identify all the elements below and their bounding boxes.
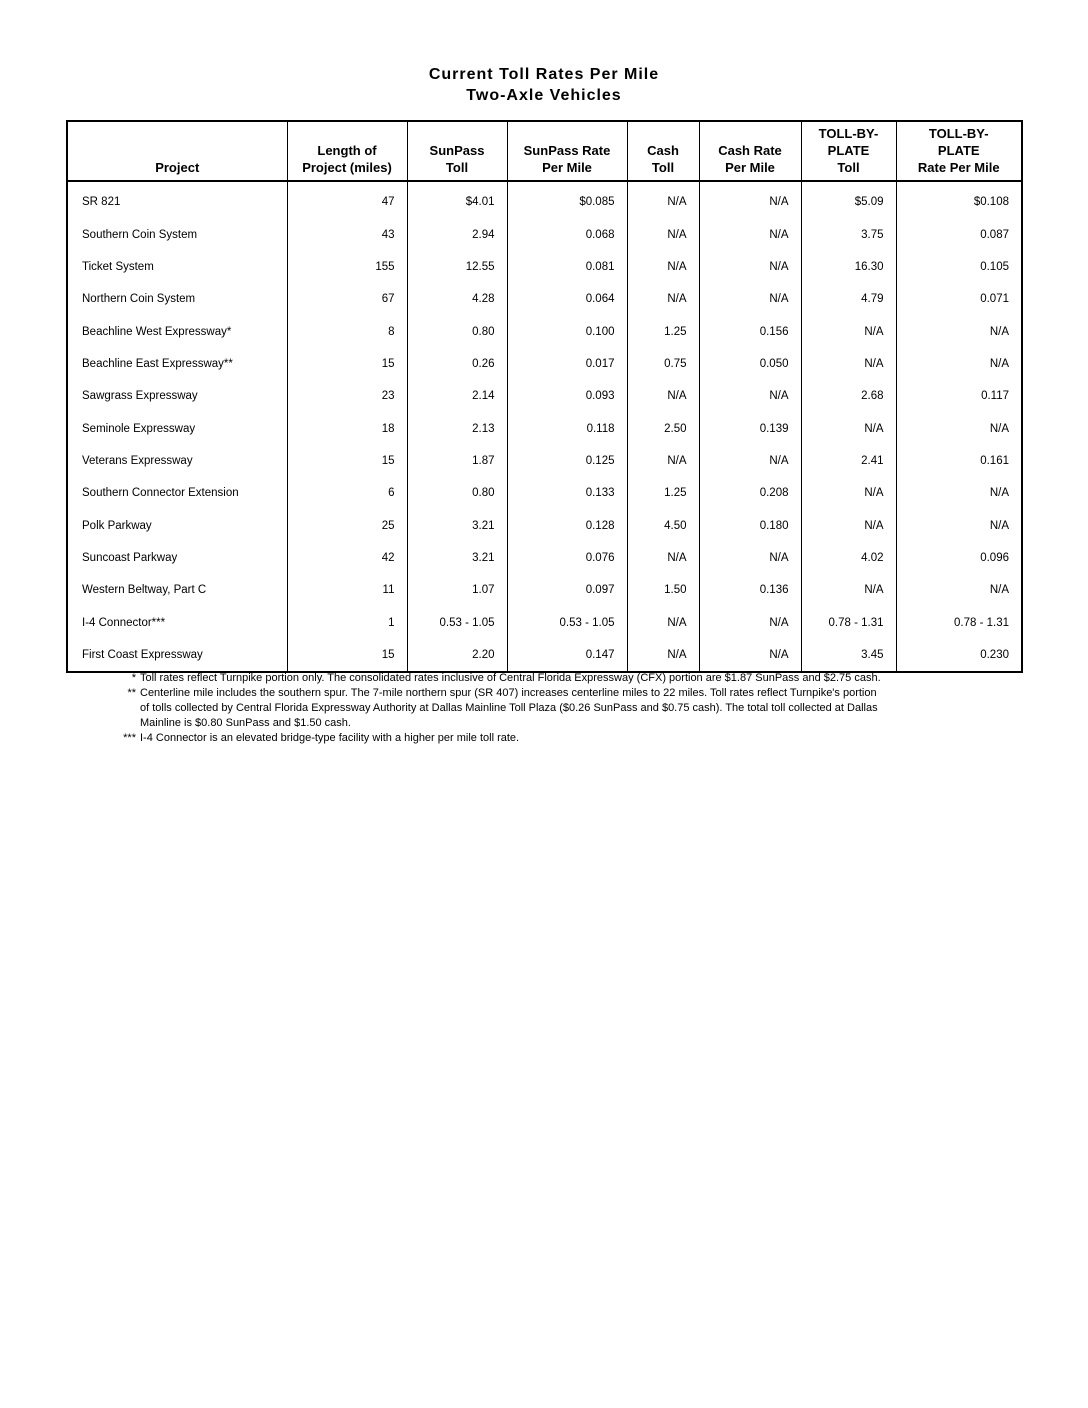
table-row bbox=[67, 606, 1022, 638]
title-line-2: Two-Axle Vehicles bbox=[466, 87, 622, 104]
table-cell: N/A bbox=[627, 639, 699, 672]
table-cell: 4.50 bbox=[627, 509, 699, 541]
table-cell: N/A bbox=[699, 542, 801, 574]
title-line-1: Current Toll Rates Per Mile bbox=[428, 66, 660, 83]
table-cell: N/A bbox=[801, 315, 896, 347]
project-name-cell: Western Beltway, Part C bbox=[67, 574, 287, 606]
table-cell: 0.096 bbox=[896, 542, 1022, 574]
footnote-line: Mainline is $0.80 SunPass and $1.50 cash. bbox=[140, 717, 351, 729]
table-cell: N/A bbox=[801, 574, 896, 606]
table-cell: 0.208 bbox=[699, 477, 801, 509]
table-cell: 0.156 bbox=[699, 315, 801, 347]
table-cell: 25 bbox=[287, 509, 407, 541]
table-cell: 47 bbox=[287, 181, 407, 218]
table-row bbox=[67, 251, 1022, 283]
table-cell: 0.017 bbox=[507, 348, 627, 380]
table-cell: 0.53 - 1.05 bbox=[507, 606, 627, 638]
project-name-cell: First Coast Expressway bbox=[67, 639, 287, 672]
project-name-cell: SR 821 bbox=[67, 181, 287, 218]
table-cell: 0.050 bbox=[699, 348, 801, 380]
table-cell: 0.80 bbox=[407, 477, 507, 509]
footnote-line: I-4 Connector is an elevated bridge-type facility with a higher per mile toll rate. bbox=[140, 732, 520, 744]
table-cell: 18 bbox=[287, 412, 407, 444]
table-cell: N/A bbox=[896, 477, 1022, 509]
table-cell: 2.13 bbox=[407, 412, 507, 444]
table-row bbox=[67, 218, 1022, 250]
footnote-text bbox=[140, 686, 1012, 731]
table-row bbox=[67, 412, 1022, 444]
table-cell: 4.79 bbox=[801, 283, 896, 315]
table-cell: 12.55 bbox=[407, 251, 507, 283]
table-row bbox=[67, 509, 1022, 541]
table-cell: N/A bbox=[699, 181, 801, 218]
footnote-text bbox=[140, 731, 1012, 746]
table-body bbox=[67, 181, 1022, 672]
table-cell: 1.25 bbox=[627, 477, 699, 509]
column-header-line: Rate Per Mile bbox=[917, 160, 1000, 175]
table-cell: N/A bbox=[801, 348, 896, 380]
table-cell: 0.093 bbox=[507, 380, 627, 412]
table-cell: 0.230 bbox=[896, 639, 1022, 672]
table-cell: 0.071 bbox=[896, 283, 1022, 315]
table-cell: 0.78 - 1.31 bbox=[801, 606, 896, 638]
table-cell: N/A bbox=[896, 574, 1022, 606]
table-cell: 4.28 bbox=[407, 283, 507, 315]
footnote-mark: * bbox=[131, 672, 136, 684]
column-header-line: Length of bbox=[317, 143, 377, 158]
table-cell: 0.128 bbox=[507, 509, 627, 541]
project-name-cell: Ticket System bbox=[67, 251, 287, 283]
project-name-cell: Polk Parkway bbox=[67, 509, 287, 541]
table-row bbox=[67, 181, 1022, 218]
column-header-line: PLATE bbox=[827, 143, 870, 158]
column-header-line: Per Mile bbox=[725, 160, 775, 175]
table-cell: 0.139 bbox=[699, 412, 801, 444]
footnote-text bbox=[140, 671, 1012, 686]
table-row bbox=[67, 639, 1022, 672]
table-row bbox=[67, 477, 1022, 509]
project-name-cell: Suncoast Parkway bbox=[67, 542, 287, 574]
table-cell: 3.21 bbox=[407, 542, 507, 574]
column-header-line: SunPass Rate bbox=[523, 143, 611, 158]
table-row bbox=[67, 574, 1022, 606]
table-cell: N/A bbox=[627, 380, 699, 412]
project-name-cell: Beachline East Expressway** bbox=[67, 348, 287, 380]
table-cell: 1 bbox=[287, 606, 407, 638]
table-cell: N/A bbox=[627, 445, 699, 477]
table-cell: 0.100 bbox=[507, 315, 627, 347]
table-cell: 2.50 bbox=[627, 412, 699, 444]
column-header-line: Toll bbox=[445, 160, 469, 175]
column-header-line: TOLL-BY- bbox=[818, 126, 879, 141]
table-row bbox=[67, 445, 1022, 477]
table-cell: 0.133 bbox=[507, 477, 627, 509]
column-header-line: Toll bbox=[651, 160, 675, 175]
project-name-cell: Northern Coin System bbox=[67, 283, 287, 315]
footnote-line: of tolls collected by Central Florida Expressway Authority at Dallas Mainline Toll Plaza ($0.26 SunPass and $0.75 cash). The total toll collected at Dallas bbox=[140, 702, 878, 714]
footnote-line: Centerline mile includes the southern spur. The 7-mile northern spur (SR 407) increases centerline miles to 22 miles. Toll rates reflect Turnpike's portion bbox=[140, 687, 877, 699]
footnotes bbox=[112, 671, 1012, 746]
table-cell: N/A bbox=[801, 412, 896, 444]
table-cell: 23 bbox=[287, 380, 407, 412]
table-cell: 0.53 - 1.05 bbox=[407, 606, 507, 638]
table-cell: N/A bbox=[896, 509, 1022, 541]
column-header bbox=[407, 121, 507, 181]
column-header-line: PLATE bbox=[937, 143, 980, 158]
table-cell: 6 bbox=[287, 477, 407, 509]
table-cell: 0.75 bbox=[627, 348, 699, 380]
table-cell: N/A bbox=[699, 639, 801, 672]
table-cell: N/A bbox=[699, 218, 801, 250]
toll-rates-table bbox=[66, 120, 1023, 673]
project-name-cell: Veterans Expressway bbox=[67, 445, 287, 477]
table-cell: N/A bbox=[627, 181, 699, 218]
table-cell: 0.161 bbox=[896, 445, 1022, 477]
column-header-line: Project (miles) bbox=[302, 160, 392, 175]
table-cell: N/A bbox=[896, 412, 1022, 444]
table-cell: 0.097 bbox=[507, 574, 627, 606]
table-cell: 0.26 bbox=[407, 348, 507, 380]
table-row bbox=[67, 315, 1022, 347]
table-row bbox=[67, 348, 1022, 380]
table-cell: 0.117 bbox=[896, 380, 1022, 412]
table-cell: 0.105 bbox=[896, 251, 1022, 283]
column-header-line: Project bbox=[155, 160, 200, 175]
table-cell: $0.085 bbox=[507, 181, 627, 218]
table-cell: N/A bbox=[699, 251, 801, 283]
table-cell: N/A bbox=[801, 509, 896, 541]
table-cell: N/A bbox=[699, 380, 801, 412]
table-cell: N/A bbox=[627, 251, 699, 283]
project-name-cell: Seminole Expressway bbox=[67, 412, 287, 444]
table-cell: N/A bbox=[896, 315, 1022, 347]
column-header-line: SunPass bbox=[429, 143, 485, 158]
table-cell: 11 bbox=[287, 574, 407, 606]
table-row bbox=[67, 283, 1022, 315]
table-cell: N/A bbox=[699, 606, 801, 638]
table-cell: 0.081 bbox=[507, 251, 627, 283]
table-cell: 0.147 bbox=[507, 639, 627, 672]
table-cell: 0.180 bbox=[699, 509, 801, 541]
column-header-line: Toll bbox=[837, 160, 860, 175]
table-cell: 2.94 bbox=[407, 218, 507, 250]
column-header-line: Cash bbox=[647, 143, 679, 158]
page-title bbox=[0, 64, 1088, 106]
table-cell: 2.20 bbox=[407, 639, 507, 672]
column-header bbox=[699, 121, 801, 181]
table-cell: 1.07 bbox=[407, 574, 507, 606]
table-cell: N/A bbox=[627, 283, 699, 315]
table-row bbox=[67, 542, 1022, 574]
table-cell: 15 bbox=[287, 445, 407, 477]
project-name-cell: Southern Connector Extension bbox=[67, 477, 287, 509]
table-cell: 15 bbox=[287, 348, 407, 380]
table-cell: 1.25 bbox=[627, 315, 699, 347]
table-cell: N/A bbox=[801, 477, 896, 509]
table-cell: $5.09 bbox=[801, 181, 896, 218]
table-cell: 15 bbox=[287, 639, 407, 672]
table-cell: N/A bbox=[627, 606, 699, 638]
column-header bbox=[801, 121, 896, 181]
footnote-mark: ** bbox=[127, 687, 136, 699]
table-cell: N/A bbox=[699, 445, 801, 477]
table-cell: 0.076 bbox=[507, 542, 627, 574]
table-cell: N/A bbox=[699, 283, 801, 315]
column-header bbox=[507, 121, 627, 181]
footnote-line: Toll rates reflect Turnpike portion only. The consolidated rates inclusive of Central Florida Expressway (CFX) portion are $1.87 SunPass and $2.75 cash. bbox=[140, 672, 881, 684]
table-cell: 0.064 bbox=[507, 283, 627, 315]
table-cell: 0.068 bbox=[507, 218, 627, 250]
table-cell: $4.01 bbox=[407, 181, 507, 218]
project-name-cell: Beachline West Expressway* bbox=[67, 315, 287, 347]
column-header bbox=[627, 121, 699, 181]
table-cell: 42 bbox=[287, 542, 407, 574]
table-cell: N/A bbox=[896, 348, 1022, 380]
column-header bbox=[287, 121, 407, 181]
table-cell: 0.78 - 1.31 bbox=[896, 606, 1022, 638]
table-cell: 67 bbox=[287, 283, 407, 315]
column-header bbox=[67, 121, 287, 181]
table-cell: 2.14 bbox=[407, 380, 507, 412]
column-header-line: TOLL-BY- bbox=[928, 126, 989, 141]
table-header-row bbox=[67, 121, 1022, 181]
project-name-cell: I-4 Connector*** bbox=[67, 606, 287, 638]
footnote bbox=[112, 671, 1012, 686]
column-header bbox=[896, 121, 1022, 181]
table-cell: 155 bbox=[287, 251, 407, 283]
table-cell: 3.75 bbox=[801, 218, 896, 250]
table-cell: 0.118 bbox=[507, 412, 627, 444]
table-cell: 2.68 bbox=[801, 380, 896, 412]
footnote-mark: *** bbox=[123, 732, 136, 744]
table-cell: 2.41 bbox=[801, 445, 896, 477]
table-cell: 0.80 bbox=[407, 315, 507, 347]
table-cell: 43 bbox=[287, 218, 407, 250]
table-cell: 3.21 bbox=[407, 509, 507, 541]
table-cell: 16.30 bbox=[801, 251, 896, 283]
table-cell: 8 bbox=[287, 315, 407, 347]
table-cell: 1.87 bbox=[407, 445, 507, 477]
table-cell: 0.125 bbox=[507, 445, 627, 477]
column-header-line: Per Mile bbox=[542, 160, 592, 175]
table-cell: $0.108 bbox=[896, 181, 1022, 218]
table-cell: 1.50 bbox=[627, 574, 699, 606]
table-row bbox=[67, 380, 1022, 412]
column-header-line: Cash Rate bbox=[718, 143, 782, 158]
table-cell: N/A bbox=[627, 542, 699, 574]
table-cell: 3.45 bbox=[801, 639, 896, 672]
project-name-cell: Southern Coin System bbox=[67, 218, 287, 250]
table-cell: 4.02 bbox=[801, 542, 896, 574]
table-cell: 0.087 bbox=[896, 218, 1022, 250]
table-cell: 0.136 bbox=[699, 574, 801, 606]
footnote bbox=[112, 731, 1012, 746]
table-cell: N/A bbox=[627, 218, 699, 250]
footnote bbox=[112, 686, 1012, 731]
project-name-cell: Sawgrass Expressway bbox=[67, 380, 287, 412]
